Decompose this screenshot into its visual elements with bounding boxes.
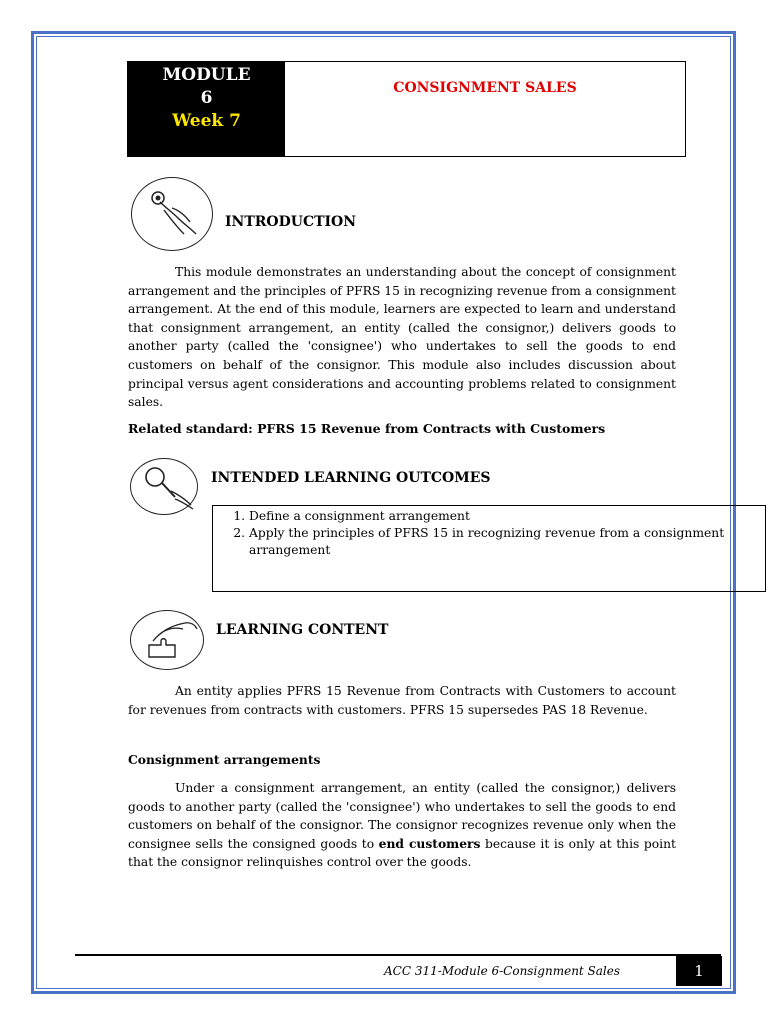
list-item: 1. Define a consignment arrangement — [249, 508, 765, 525]
content-paragraph-2 — [128, 779, 676, 872]
footer-rule — [75, 954, 721, 956]
outcomes-list — [213, 508, 765, 559]
puzzle-hand-icon — [130, 610, 204, 670]
module-header — [127, 61, 686, 157]
hand-pointing-icon — [131, 177, 213, 251]
content-paragraph-1: An entity applies PFRS 15 Revenue from Contracts with Customers to account for revenues from contracts with customers. PFRS 15 supersedes PAS 18 Revenue. — [128, 684, 676, 717]
footer-title: ACC 311-Module 6-Consignment Sales — [384, 964, 621, 978]
related-standard: Related standard: PFRS 15 Revenue from Contracts with Customers — [128, 421, 606, 436]
page-number: 1 — [676, 956, 722, 986]
module-number: 6 — [200, 88, 213, 108]
module-title: CONSIGNMENT SALES — [393, 80, 577, 96]
week-label: Week 7 — [172, 111, 241, 131]
introduction-heading: INTRODUCTION — [225, 214, 357, 230]
paragraph-text: because it is only at this point that the consignor relinquishes control over the goods. — [128, 836, 676, 870]
learning-content-heading: LEARNING CONTENT — [216, 622, 389, 638]
module-label: MODULE — [162, 65, 251, 85]
list-item: 2. Apply the principles of PFRS 15 in recognizing revenue from a consignment arrangement — [249, 525, 765, 559]
magnifying-glass-icon — [130, 458, 198, 515]
emphasis-text: end customers — [378, 835, 481, 851]
outcomes-box — [212, 505, 766, 592]
introduction-paragraph: This module demonstrates an understanding about the concept of consignment arrangement and the principles of PFRS 15 in recognizing revenue from a consignment arrangement. At the end of this module, learners are expected to learn and understand that consignment arrangement, an entity (called the consignor,) delivers goods to another party (called the 'consignee') who undertakes to sell the goods to end customers on behalf of the consignor. This module also includes discussion about principal versus agent considerations and accounting problems related to consignment sales. — [128, 265, 676, 410]
consignment-subheading: Consignment arrangements — [128, 752, 321, 767]
paragraph-text: Under a consignment arrangement, an entity (called the consignor,) delivers goods to another party (called the 'consignee') who undertakes to sell the goods to end customers on behalf of the consignor. The consignor recognizes revenue only when the consignee sells the consigned goods to — [128, 781, 676, 851]
outcomes-heading: INTENDED LEARNING OUTCOMES — [211, 470, 491, 486]
module-badge — [128, 62, 285, 156]
